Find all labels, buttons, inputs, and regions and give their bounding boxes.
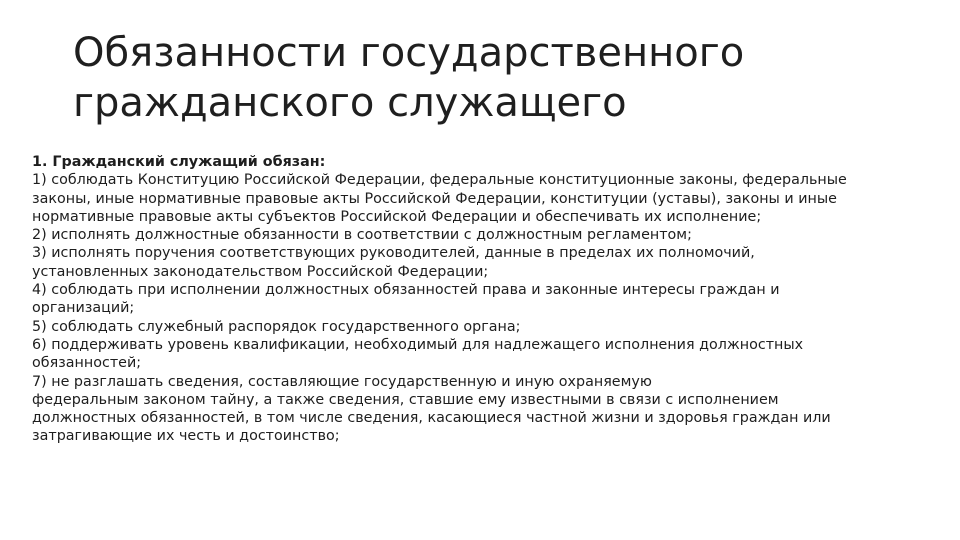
body-line: 6) поддерживать уровень квалификации, необходимый для надлежащего исполнения должностных <box>32 336 804 353</box>
body-line: 7) не разглашать сведения, составляющие государственную и иную охраняемую <box>32 373 652 390</box>
body-line: 4) соблюдать при исполнении должностных обязанностей права и законные интересы граждан и <box>32 282 780 299</box>
slide-body-text <box>32 153 932 446</box>
body-line: 5) соблюдать служебный распорядок государственного органа; <box>32 318 521 335</box>
body-line: 1) соблюдать Конституцию Российской Федерации, федеральные конституционные законы, федеральные <box>32 172 847 189</box>
body-line: 2) исполнять должностные обязанности в соответствии с должностным регламентом; <box>32 227 692 244</box>
body-line: организаций; <box>32 300 135 317</box>
slide-title <box>73 28 893 128</box>
section-heading: 1. Гражданский служащий обязан: <box>32 154 326 170</box>
body-line: затрагивающие их честь и достоинство; <box>32 428 340 445</box>
body-line: установленных законодательством Российской Федерации; <box>32 263 489 280</box>
body-line: нормативные правовые акты субъектов Российской Федерации и обеспечивать их исполнение; <box>32 208 762 225</box>
slide-title-line-1: Обязанности государственного <box>73 30 745 76</box>
body-line: 3) исполнять поручения соответствующих руководителей, данные в пределах их полномочий, <box>32 245 755 262</box>
body-line: обязанностей; <box>32 355 142 372</box>
body-line: законы, иные нормативные правовые акты Российской Федерации, конституции (уставы), законы и иные <box>32 190 837 207</box>
body-line: федеральным законом тайну, а также сведения, ставшие ему известными в связи с исполнением <box>32 391 779 408</box>
slide-title-line-2: гражданского служащего <box>73 80 627 126</box>
body-line: должностных обязанностей, в том числе сведения, касающиеся частной жизни и здоровья граждан или <box>32 410 831 427</box>
